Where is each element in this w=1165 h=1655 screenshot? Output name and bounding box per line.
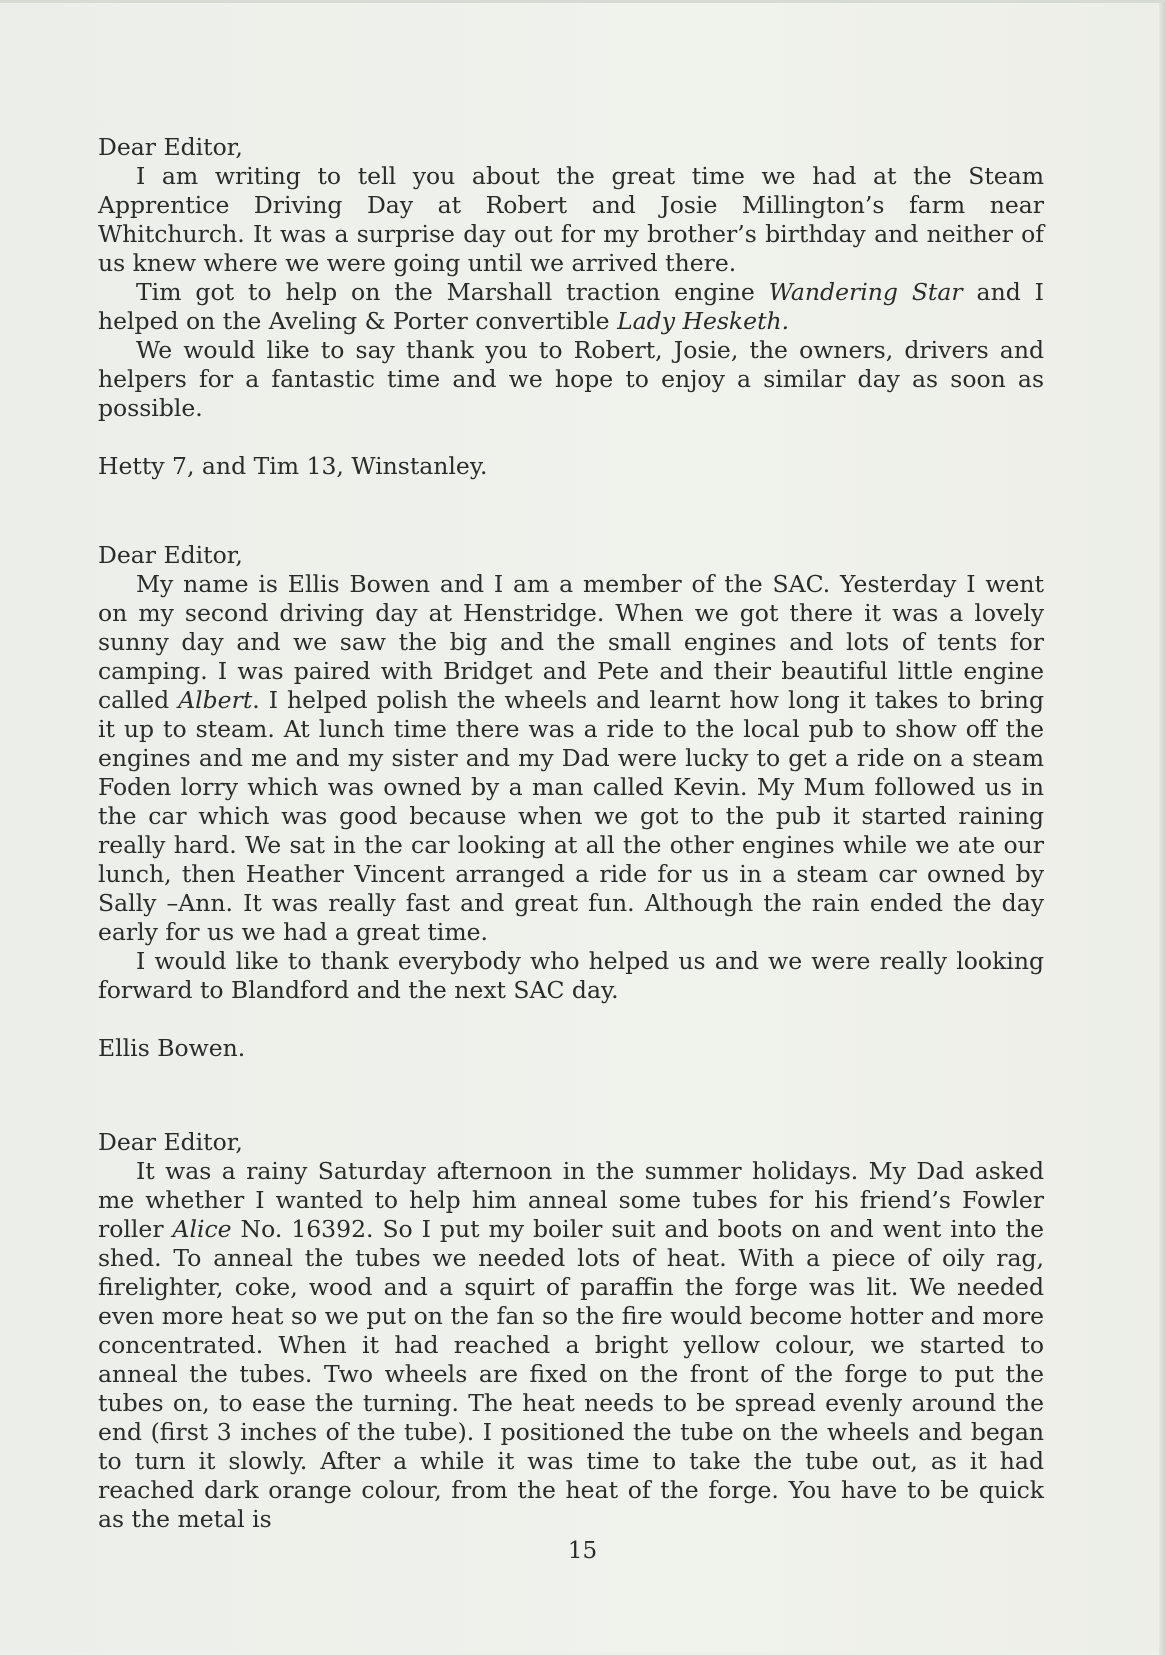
letter-paragraph bbox=[98, 947, 1044, 1005]
letter-signoff: Hetty 7, and Tim 13, Winstanley. bbox=[98, 452, 488, 480]
italic-name: Wandering Star bbox=[768, 278, 963, 306]
text-run: It was a rainy Saturday afternoon in the summer holidays. My Dad asked me whether I wanted to help him anneal some tubes for his friend’s Fowler roller bbox=[98, 1157, 1044, 1243]
letter-1 bbox=[98, 133, 1044, 481]
letter-salutation: Dear Editor, bbox=[98, 1128, 243, 1156]
text-run: Tim got to help on the Marshall traction engine bbox=[136, 278, 769, 306]
letter-paragraph bbox=[98, 278, 1044, 336]
letter-paragraph bbox=[98, 570, 1044, 947]
italic-name: Lady Hesketh. bbox=[617, 307, 790, 335]
text-run: My name is Ellis Bowen and I am a member of the SAC. Yesterday I went on my second driving day at Henstridge. When we got there it was a lovely sunny day and we saw the big and the small engines and lots of tents for camping. I was paired with Bridget and Pete and their beautiful little engine called bbox=[98, 570, 1044, 714]
italic-name: Albert bbox=[178, 686, 253, 714]
text-run: I am writing to tell you about the great time we had at the Steam Apprentice Driving Day at Robert and Josie Millington’s farm near Whitchurch. It was a surprise day out for my brother’s birthday and neither of us knew where we were going until we arrived there. bbox=[98, 162, 1044, 277]
text-run: No. 16392. So I put my boiler suit and boots on and went into the shed. To anneal the tubes we needed lots of heat. With a piece of oily rag, firelighter, coke, wood and a squirt of paraffin the forge was lit. We needed even more heat so we put on the fan so the fire would become hotter and more concentrated. When it had reached a bright yellow colour, we started to anneal the tubes. Two wheels are fixed on the front of the forge to put the tubes on, to ease the turning. The heat needs to be spread evenly around the end (first 3 inches of the tube). I positioned the tube on the wheels and began to turn it slowly. After a while it was time to take the tube out, as it had reached dark orange colour, from the heat of the forge. You have to be quick as the metal is bbox=[98, 1215, 1044, 1533]
italic-name: Alice bbox=[172, 1215, 232, 1243]
letter-paragraph bbox=[98, 336, 1044, 423]
letter-3 bbox=[98, 1128, 1044, 1534]
page-edge-shadow bbox=[1159, 3, 1165, 1655]
text-run: We would like to say thank you to Robert, Josie, the owners, drivers and helpers for a fantastic time and we hope to enjoy a similar day as soon as possible. bbox=[98, 336, 1044, 422]
letter-paragraph bbox=[98, 162, 1044, 278]
text-run: . I helped polish the wheels and learnt how long it takes to bring it up to steam. At lunch time there was a ride to the local pub to show off the engines and me and my sister and my Dad were lucky to get a ride on a steam Foden lorry which was owned by a man called Kevin. My Mum followed us in the car which was good because when we got to the pub it started raining really hard. We sat in the car looking at all the other engines while we ate our lunch, then Heather Vincent arranged a ride for us in a steam car owned by Sally –Ann. It was really fast and great fun. Although the rain ended the day early for us we had a great time. bbox=[98, 686, 1044, 946]
letter-paragraph bbox=[98, 1157, 1044, 1534]
text-run: I would like to thank everybody who helped us and we were really looking forward to Blandford and the next SAC day. bbox=[98, 947, 1044, 1004]
letter-salutation: Dear Editor, bbox=[98, 541, 243, 569]
page-number: 15 bbox=[567, 1538, 598, 1564]
text-run: and I helped on the Aveling & Porter convertible bbox=[98, 278, 1044, 335]
letter-salutation: Dear Editor, bbox=[98, 133, 243, 161]
letter-2 bbox=[98, 541, 1044, 1063]
letter-signoff: Ellis Bowen. bbox=[98, 1034, 246, 1062]
